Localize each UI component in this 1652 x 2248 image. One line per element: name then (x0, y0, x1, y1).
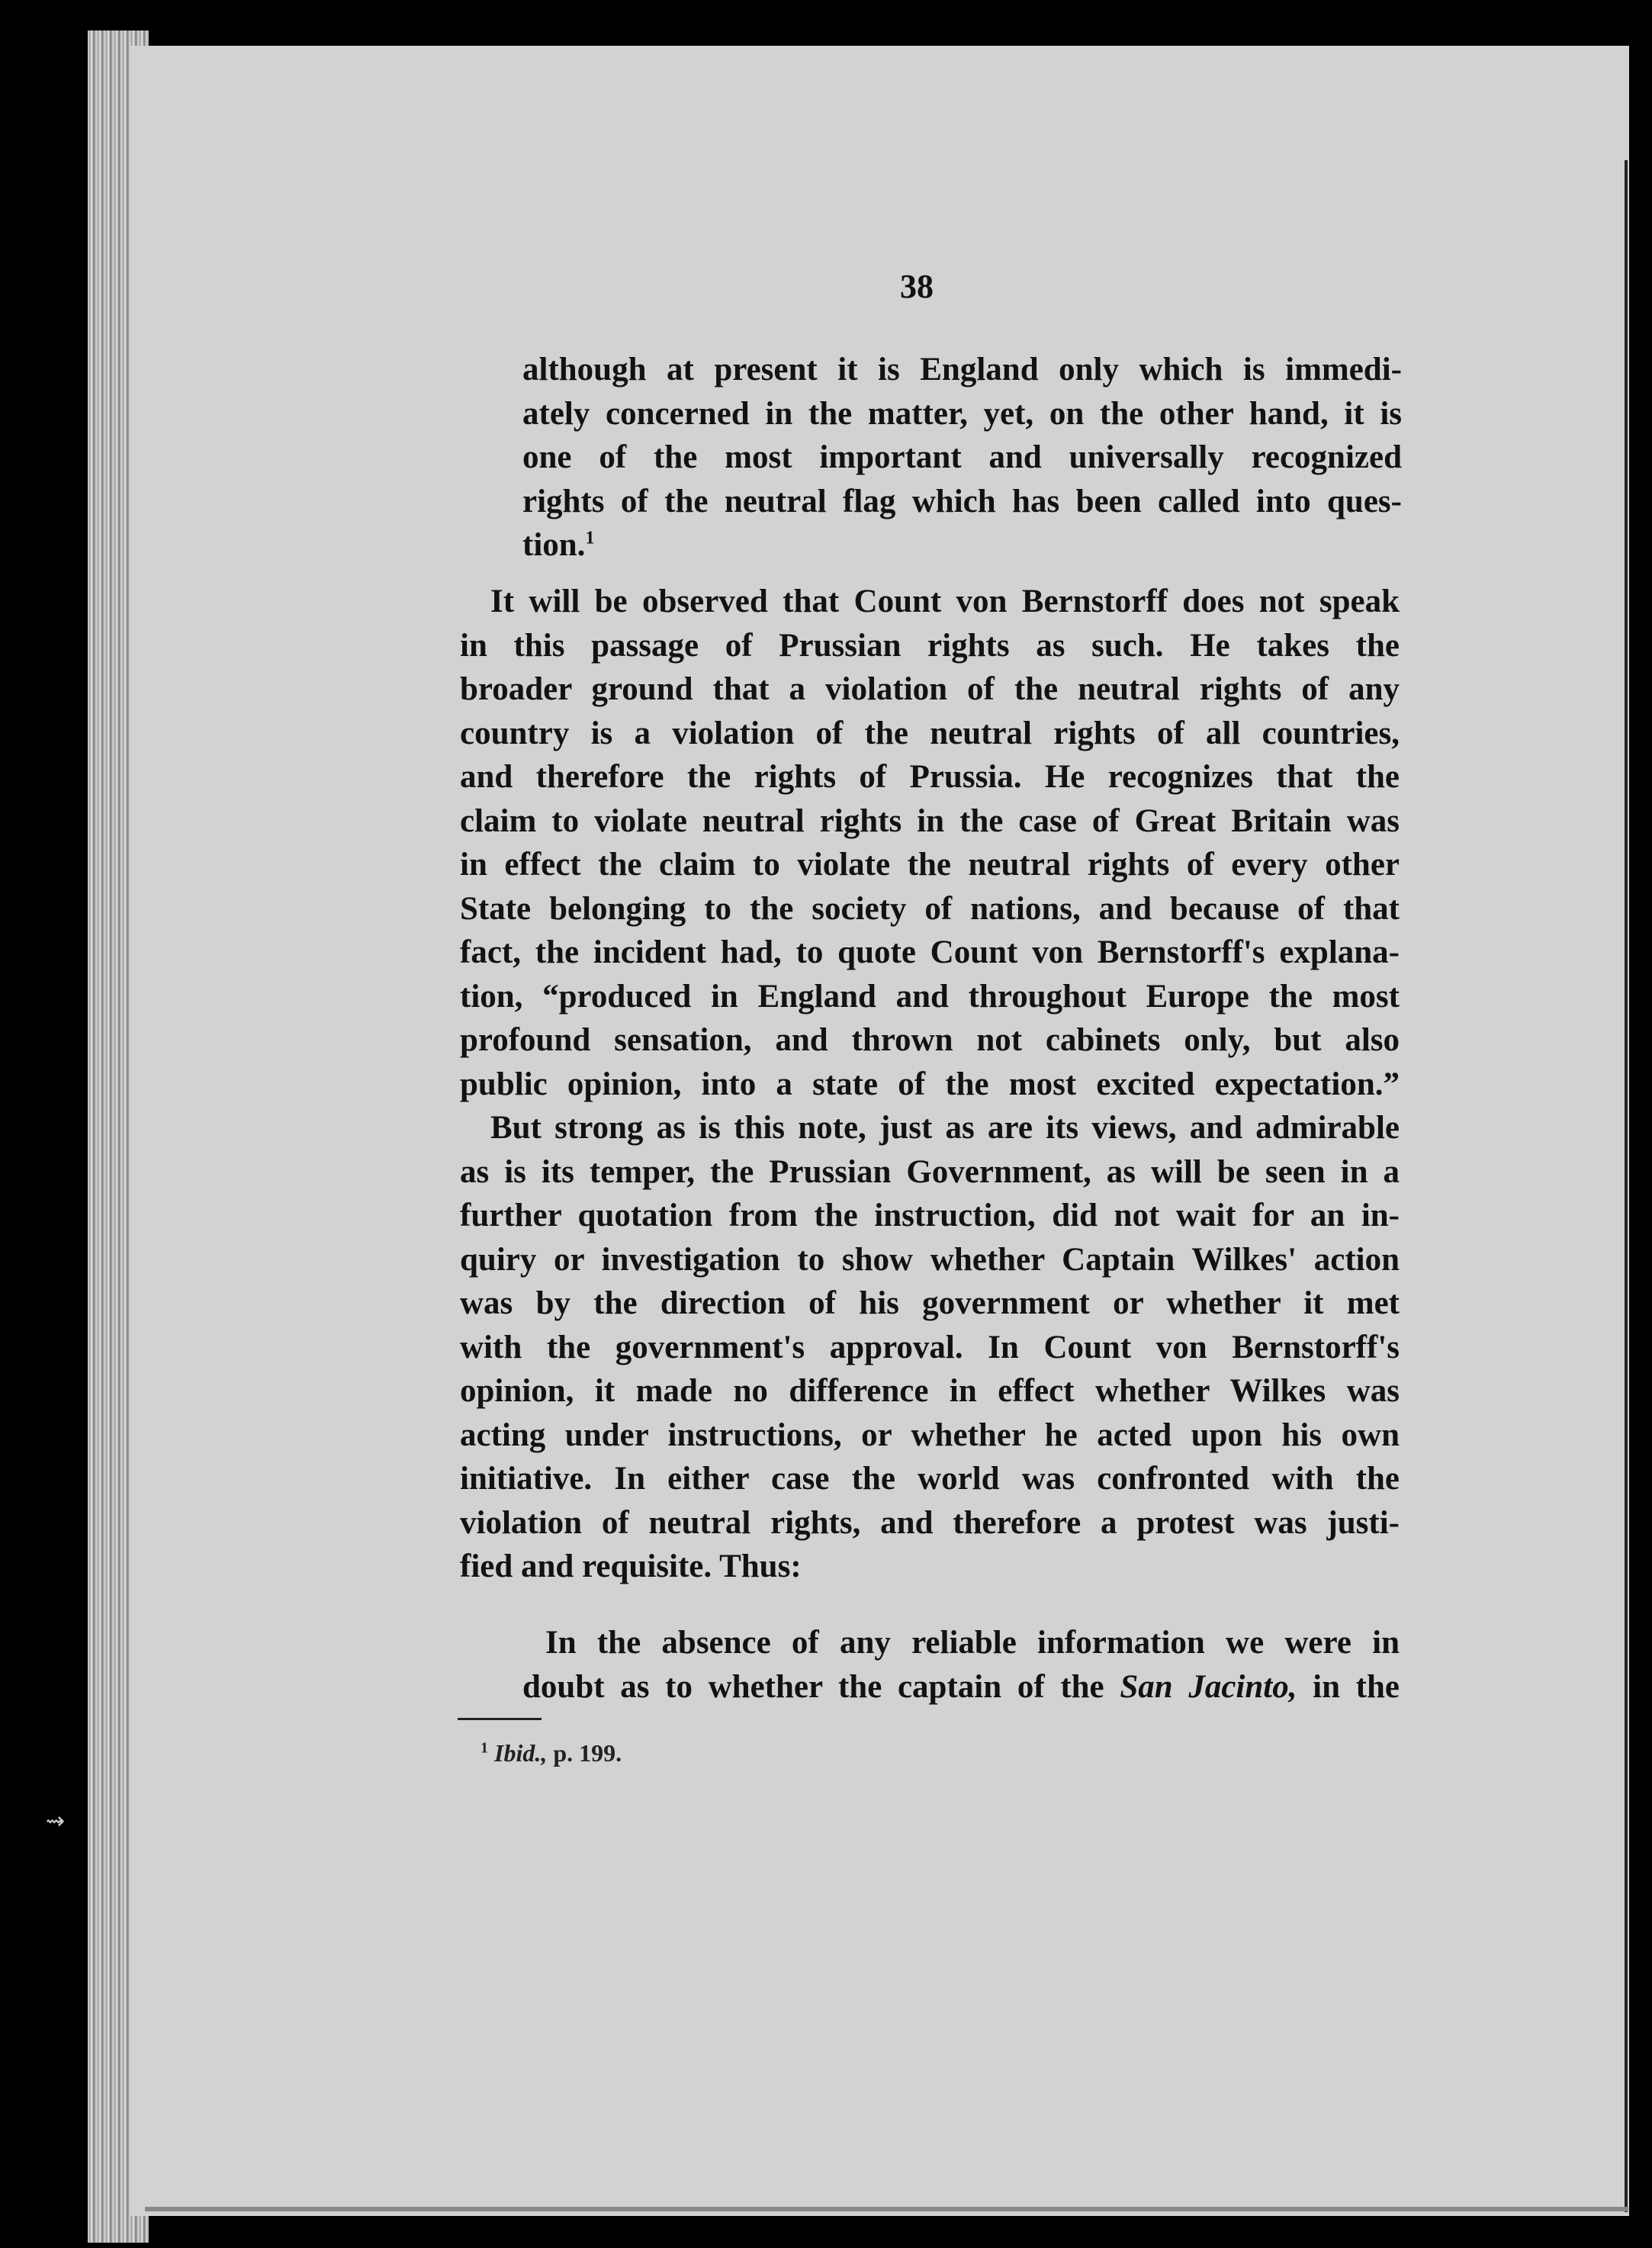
paragraph-line: was by the direction of his government or whether it met (460, 1285, 1400, 1321)
scan-artifact-mark: ⇝ (46, 1808, 66, 1835)
quote-2-line: In the absence of any reliable information we were in (545, 1625, 1400, 1661)
paragraph-2 (460, 1106, 1400, 1589)
footnote-divider (458, 1718, 542, 1720)
paragraph-line: with the government's approval. In Count von Bernstorff's (460, 1329, 1400, 1365)
footnote-text: p. 199. (547, 1739, 622, 1767)
page-edge-line (1625, 160, 1628, 2212)
paragraph-line: violation of neutral rights, and therefore a protest was justi- (460, 1504, 1400, 1541)
paragraph-line: claim to violate neutral rights in the case of Great Britain was (460, 802, 1400, 839)
quote-2-line-start: doubt as to whether the captain of the (522, 1668, 1120, 1705)
quote-1-line: tion. (522, 527, 586, 563)
paragraph-line: fact, the incident had, to quote Count von Bernstorff's explana- (460, 934, 1400, 970)
paragraph-line: opinion, it made no difference in effect whether Wilkes was (460, 1373, 1400, 1409)
block-quote-1 (522, 348, 1402, 568)
paragraph-line: tion, “produced in England and throughout Europe the most (460, 978, 1400, 1015)
paragraph-line: further quotation from the instruction, did not wait for an in- (460, 1198, 1400, 1233)
paragraph-line: country is a violation of the neutral rights of all countries, (460, 715, 1400, 751)
quote-1-line: ately concerned in the matter, yet, on the other hand, it is (522, 395, 1402, 432)
paragraph-1 (460, 580, 1400, 1106)
footnote-reference: 1 (585, 528, 595, 548)
paragraph-line: public opinion, into a state of the most excited expectation.” (460, 1066, 1400, 1102)
footnote-marker: 1 (480, 1739, 488, 1757)
paragraph-line: as is its temper, the Prussian Government, as will be seen in a (460, 1153, 1400, 1190)
quote-1-line: one of the most important and universally recognized (522, 439, 1402, 475)
page-bottom-edge (145, 2207, 1628, 2211)
paragraph-line: profound sensation, and thrown not cabinets only, but also (460, 1022, 1400, 1058)
block-quote-2 (522, 1621, 1400, 1709)
quote-1-line: rights of the neutral flag which has been called into ques- (522, 483, 1402, 519)
paragraph-line: in effect the claim to violate the neutral rights of every other (460, 847, 1400, 883)
paragraph-line: quiry or investigation to show whether Captain Wilkes' action (460, 1241, 1400, 1278)
paragraph-line: in this passage of Prussian rights as such. He takes the (460, 627, 1400, 664)
paragraph-line: But strong as is this note, just as are its views, and admirable (490, 1110, 1400, 1146)
paragraph-line: and therefore the rights of Prussia. He recognizes that the (460, 759, 1400, 795)
scan-border (1629, 0, 1652, 2248)
paragraph-line: fied and requisite. Thus: (460, 1549, 802, 1584)
quote-1-line: although at present it is England only which is immedi- (522, 352, 1402, 388)
quote-2-line-end: in the (1297, 1668, 1400, 1705)
paragraph-line: State belonging to the society of nations, and because of that (460, 890, 1400, 927)
ship-name-italic: San Jacinto, (1120, 1668, 1297, 1705)
page-number: 38 (900, 268, 934, 305)
paragraph-line: initiative. In either case the world was confronted with the (460, 1461, 1400, 1497)
footnote-ibid: Ibid., (494, 1739, 548, 1767)
paragraph-line: acting under instructions, or whether he acted upon his own (460, 1417, 1400, 1453)
paragraph-line: It will be observed that Count von Bernstorff does not speak (490, 584, 1400, 619)
paragraph-line: broader ground that a violation of the neutral rights of any (460, 671, 1400, 707)
footnote (480, 1739, 622, 1767)
